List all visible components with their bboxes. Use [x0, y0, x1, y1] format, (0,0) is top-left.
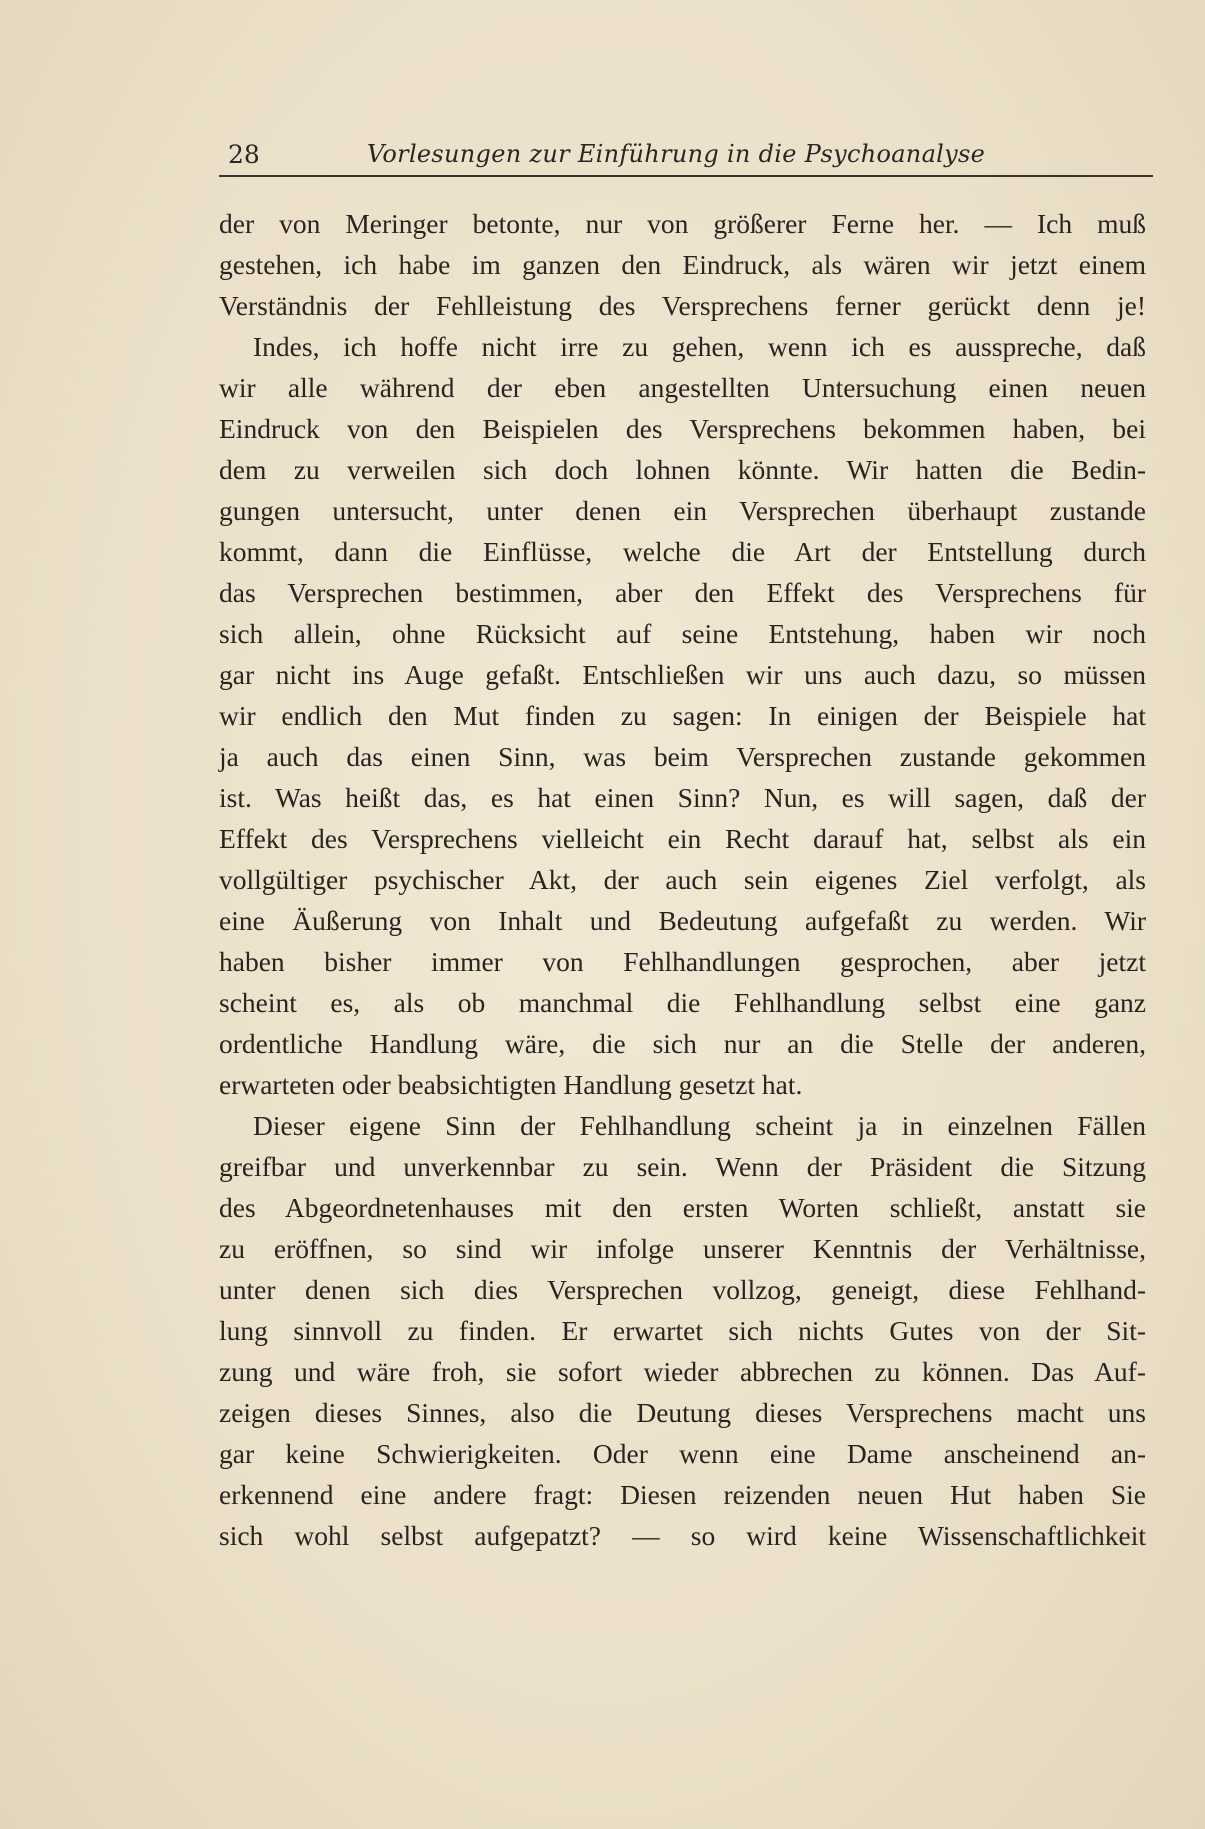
text-line: Dieser eigene Sinn der Fehlhandlung scheint ja in einzelnen Fällen	[253, 1110, 1146, 1141]
text-line: erkennend eine andere fragt: Diesen reizenden neuen Hut haben Sie	[219, 1479, 1146, 1510]
text-line: zeigen dieses Sinnes, also die Deutung dieses Versprechens macht uns	[219, 1397, 1146, 1428]
paragraph-3	[219, 1105, 1146, 1556]
paragraph-2	[219, 326, 1146, 1105]
paragraph-1	[219, 203, 1146, 326]
text-line: erwarteten oder beabsichtigten Handlung gesetzt hat.	[219, 1069, 803, 1100]
text-line: gestehen, ich habe im ganzen den Eindruck, als wären wir jetzt einem	[219, 249, 1146, 280]
text-line: ja auch das einen Sinn, was beim Versprechen zustande gekommen	[219, 741, 1146, 772]
text-line: gungen untersucht, unter denen ein Versprechen überhaupt zustande	[219, 495, 1146, 526]
text-line: Effekt des Versprechens vielleicht ein Recht darauf hat, selbst als ein	[219, 823, 1146, 854]
header-rule	[219, 175, 1153, 177]
text-line: scheint es, als ob manchmal die Fehlhandlung selbst eine ganz	[219, 987, 1146, 1018]
text-line: wir endlich den Mut finden zu sagen: In einigen der Beispiele hat	[219, 700, 1146, 731]
text-line: gar nicht ins Auge gefaßt. Entschließen wir uns auch dazu, so müssen	[219, 659, 1146, 690]
text-line: ist. Was heißt das, es hat einen Sinn? Nun, es will sagen, daß der	[219, 782, 1146, 813]
running-title: Vorlesungen zur Einführung in die Psychoanalyse	[367, 140, 986, 168]
text-line: zung und wäre froh, sie sofort wieder abbrechen zu können. Das Auf-	[219, 1356, 1146, 1387]
text-line: zu eröffnen, so sind wir infolge unserer Kenntnis der Verhältnisse,	[219, 1233, 1146, 1264]
text-line: vollgültiger psychischer Akt, der auch sein eigenes Ziel verfolgt, als	[219, 864, 1146, 895]
text-line: des Abgeordnetenhauses mit den ersten Worten schließt, anstatt sie	[219, 1192, 1146, 1223]
text-line: Eindruck von den Beispielen des Versprechens bekommen haben, bei	[219, 413, 1146, 444]
text-line: unter denen sich dies Versprechen vollzog, geneigt, diese Fehlhand-	[219, 1274, 1146, 1305]
text-line: das Versprechen bestimmen, aber den Effekt des Versprechens für	[219, 577, 1146, 608]
text-line: der von Meringer betonte, nur von größerer Ferne her. — Ich muß	[219, 208, 1146, 239]
body-text	[219, 203, 1146, 1556]
text-line: wir alle während der eben angestellten Untersuchung einen neuen	[219, 372, 1146, 403]
text-line: Indes, ich hoffe nicht irre zu gehen, wenn ich es ausspreche, daß	[253, 331, 1146, 362]
text-line: dem zu verweilen sich doch lohnen könnte. Wir hatten die Bedin-	[219, 454, 1146, 485]
text-line: haben bisher immer von Fehlhandlungen gesprochen, aber jetzt	[219, 946, 1146, 977]
text-line: lung sinnvoll zu finden. Er erwartet sich nichts Gutes von der Sit-	[219, 1315, 1146, 1346]
text-line: sich allein, ohne Rücksicht auf seine Entstehung, haben wir noch	[219, 618, 1146, 649]
text-line: kommt, dann die Einflüsse, welche die Art der Entstellung durch	[219, 536, 1146, 567]
page-number: 28	[228, 140, 260, 169]
text-line: eine Äußerung von Inhalt und Bedeutung aufgefaßt zu werden. Wir	[219, 905, 1146, 936]
text-line: Verständnis der Fehlleistung des Versprechens ferner gerückt denn je!	[219, 290, 1146, 321]
text-line: ordentliche Handlung wäre, die sich nur an die Stelle der anderen,	[219, 1028, 1146, 1059]
text-line: sich wohl selbst aufgepatzt? — so wird keine Wissenschaftlichkeit	[219, 1520, 1146, 1551]
page-header	[219, 136, 1151, 176]
text-line: gar keine Schwierigkeiten. Oder wenn eine Dame anscheinend an-	[219, 1438, 1146, 1469]
text-line: greifbar und unverkennbar zu sein. Wenn der Präsident die Sitzung	[219, 1151, 1146, 1182]
